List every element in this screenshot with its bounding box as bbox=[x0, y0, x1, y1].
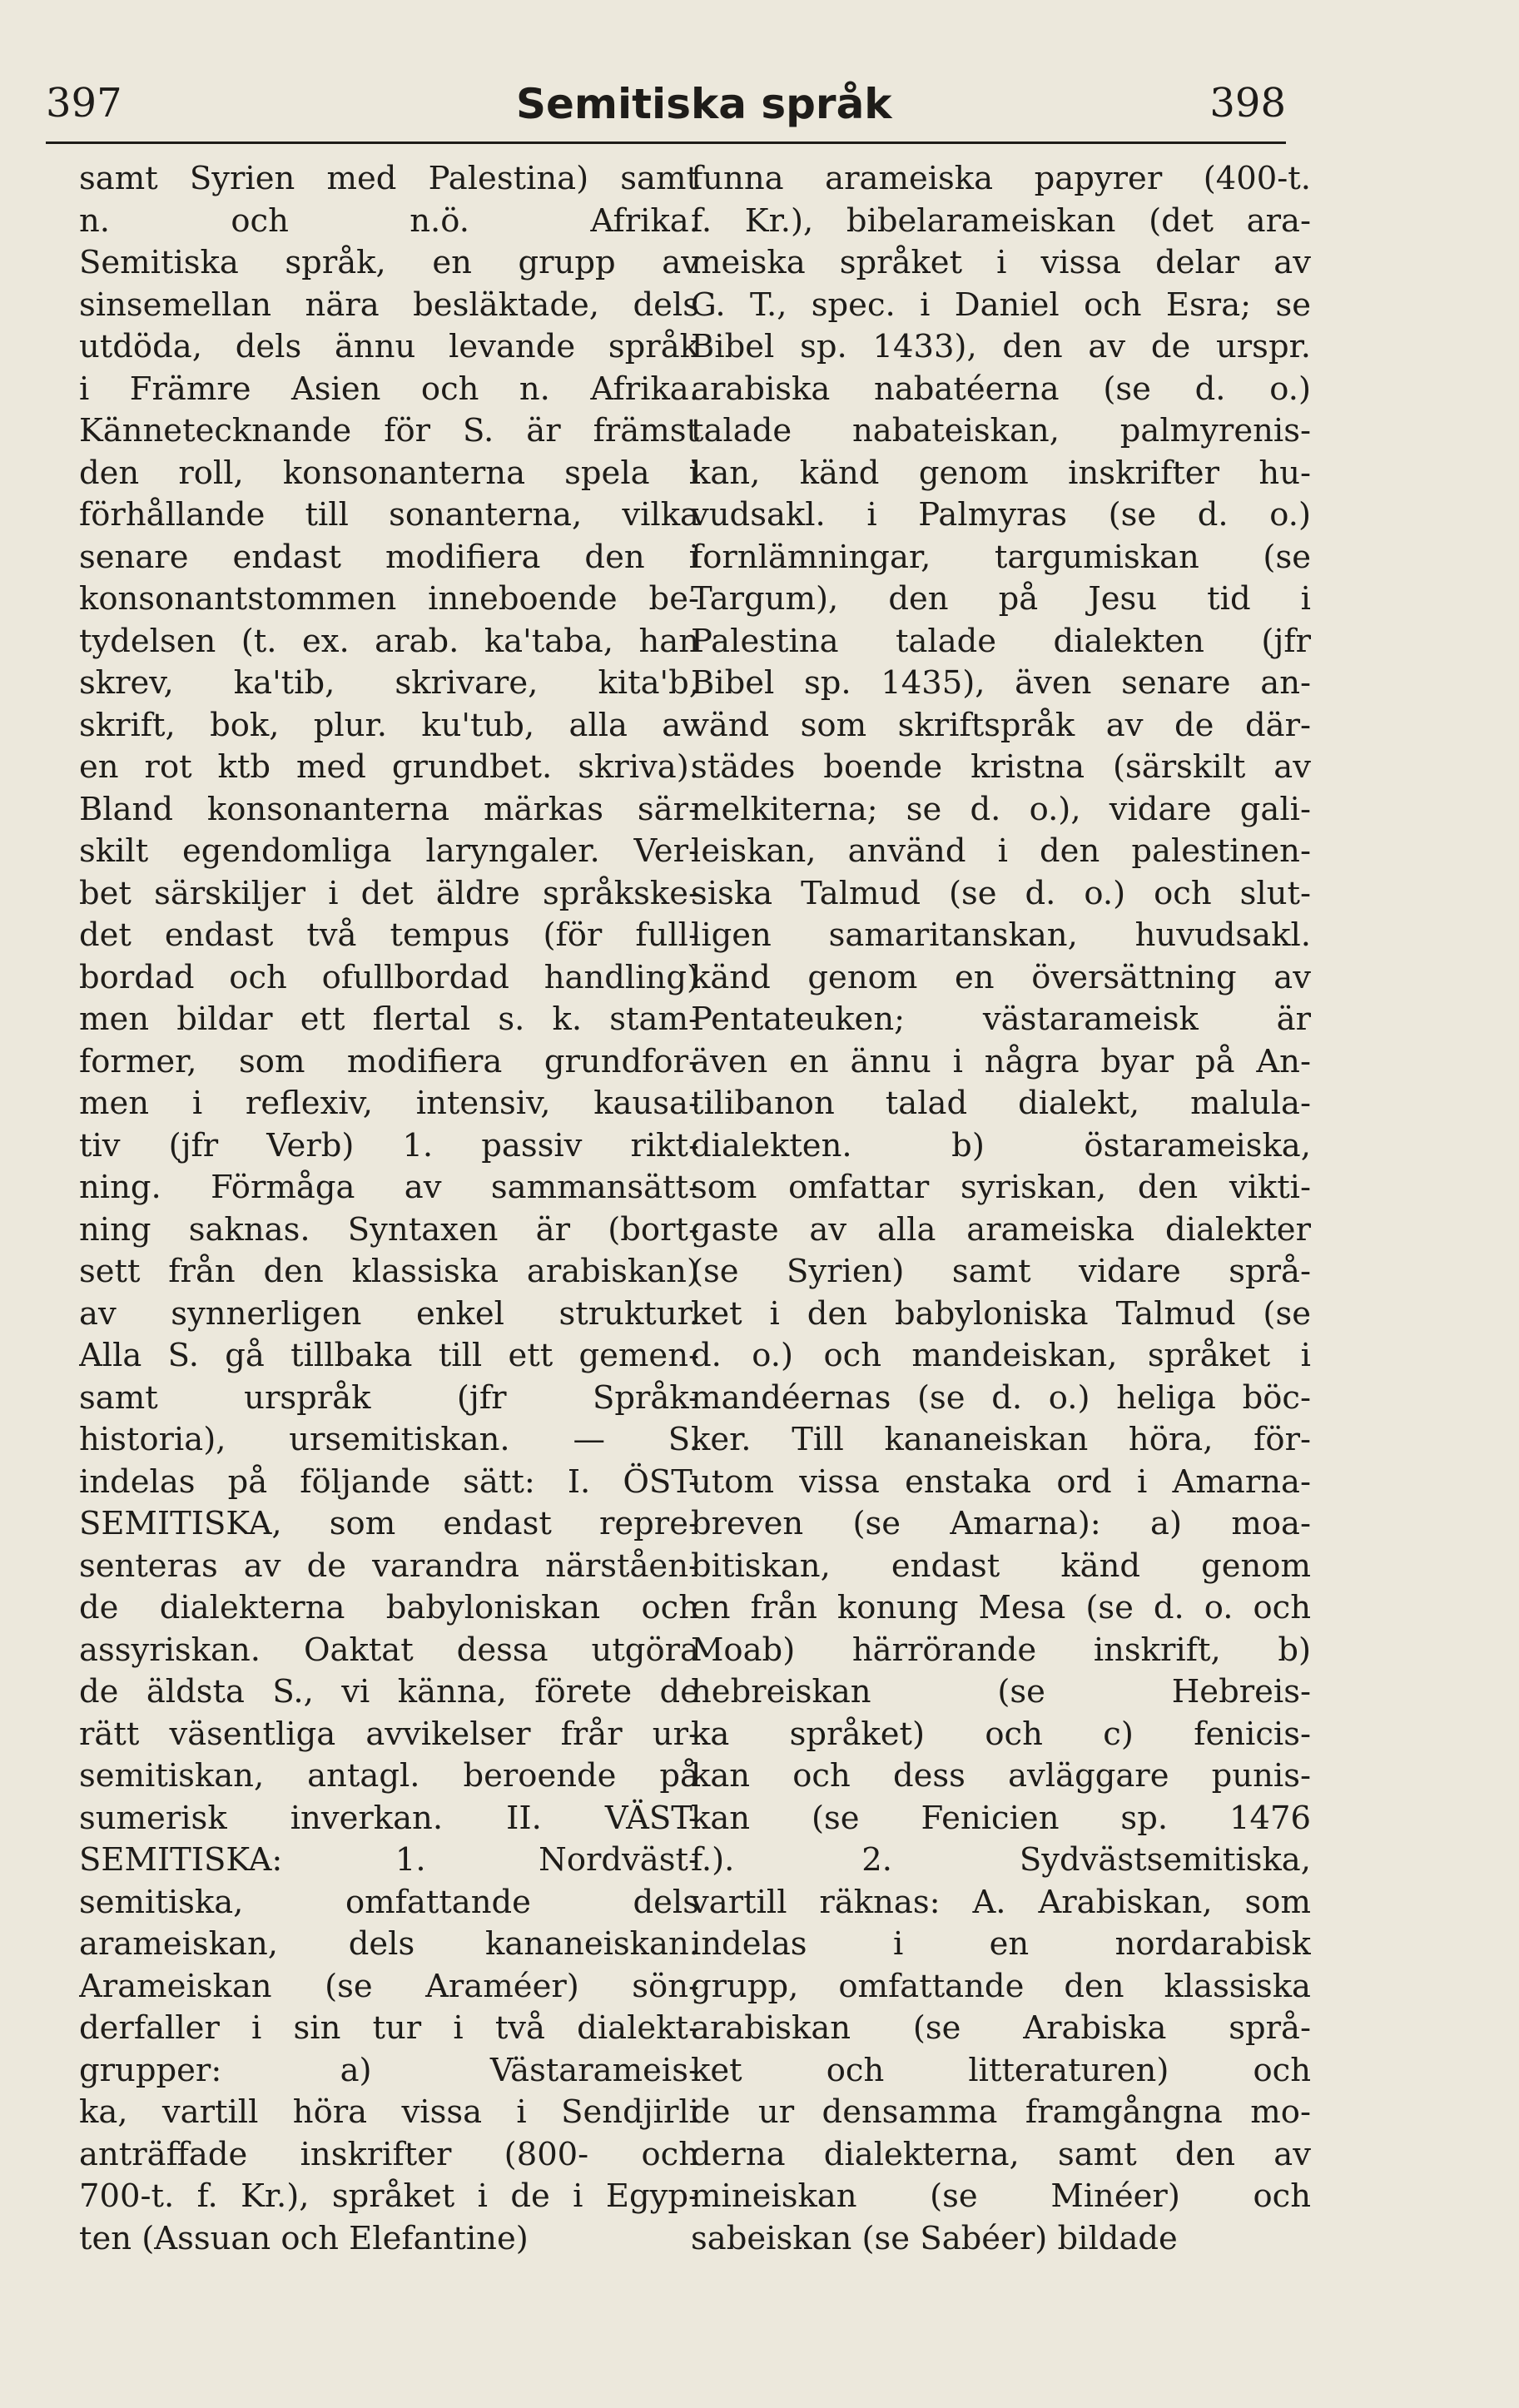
page-number-left: 397 bbox=[46, 80, 122, 127]
header-rule bbox=[46, 142, 1286, 144]
text-line: Bibel sp. 1433), den av de urspr. bbox=[691, 328, 1311, 365]
text-line: rätt väsentliga avvikelser frår ur- bbox=[79, 1715, 699, 1753]
text-line: dialekten. b) östarameiska, bbox=[691, 1126, 1311, 1164]
text-line: Kännetecknande för S. är främst bbox=[79, 412, 699, 449]
text-line: Bland konsonanterna märkas sär- bbox=[79, 790, 699, 828]
text-line: indelas på följande sätt: I. ÖST- bbox=[79, 1462, 699, 1501]
text-line: ket i den babyloniska Talmud (se bbox=[691, 1294, 1311, 1333]
text-line: leiskan, använd i den palestinen- bbox=[691, 832, 1311, 870]
text-line: Palestina talade dialekten (jfr bbox=[691, 622, 1311, 660]
text-line: 700-t. f. Kr.), språket i de i Egyp- bbox=[79, 2177, 699, 2215]
text-line: mandéernas (se d. o.) heliga böc- bbox=[691, 1378, 1311, 1417]
text-line: vudsakl. i Palmyras (se d. o.) bbox=[691, 496, 1311, 534]
text-line: en från konung Mesa (se d. o. och bbox=[691, 1589, 1311, 1626]
text-line: anträffade inskrifter (800- och bbox=[79, 2135, 699, 2173]
text-line: i Främre Asien och n. Afrika. bbox=[79, 370, 699, 408]
text-line: indelas i en nordarabisk bbox=[691, 1925, 1311, 1963]
text-line: ket och litteraturen) och bbox=[691, 2051, 1311, 2089]
text-line: derna dialekterna, samt den av bbox=[691, 2135, 1311, 2173]
text-line: SEMITISKA, som endast repre- bbox=[79, 1505, 699, 1542]
text-line: ning. Förmåga av sammansätt- bbox=[79, 1169, 699, 1206]
text-line: tydelsen (t. ex. arab. ka'taba, han bbox=[79, 622, 699, 660]
text-line: samt Syrien med Palestina) samt bbox=[79, 160, 699, 197]
text-line: vänd som skriftspråk av de där- bbox=[691, 706, 1311, 744]
text-line: semitiskan, antagl. beroende på bbox=[79, 1757, 699, 1795]
text-line: sinsemellan nära besläktade, dels bbox=[79, 285, 699, 324]
text-line: sumerisk inverkan. II. VÄST- bbox=[79, 1799, 699, 1837]
text-line: grupper: a) Västarameis- bbox=[79, 2051, 699, 2089]
text-line: men bildar ett flertal s. k. stam- bbox=[79, 1000, 699, 1038]
text-line: n. och n.ö. Afrika. bbox=[79, 201, 699, 240]
text-line: hebreiskan (se Hebreis- bbox=[691, 1673, 1311, 1710]
text-line: samt urspråk (jfr Språk- bbox=[79, 1378, 699, 1417]
text-line: Semitiska språk, en grupp av bbox=[79, 244, 699, 281]
text-line: tiv (jfr Verb) 1. passiv rikt- bbox=[79, 1126, 699, 1164]
text-line: även en ännu i några byar på An- bbox=[691, 1042, 1311, 1080]
text-line: de äldsta S., vi känna, förete de bbox=[79, 1673, 699, 1710]
text-line: assyriskan. Oaktat dessa utgöra bbox=[79, 1631, 699, 1669]
text-line: arabiskan (se Arabiska språ- bbox=[691, 2009, 1311, 2047]
text-line: städes boende kristna (särskilt av bbox=[691, 748, 1311, 786]
text-line: den roll, konsonanterna spela i bbox=[79, 454, 699, 492]
text-line: Bibel sp. 1435), även senare an- bbox=[691, 664, 1311, 702]
text-line: sabeiskan (se Sabéer) bildade bbox=[691, 2219, 1178, 2257]
text-line: f.). 2. Sydvästsemitiska, bbox=[691, 1841, 1311, 1879]
text-line: senteras av de varandra närståen- bbox=[79, 1547, 699, 1585]
text-line: Targum), den på Jesu tid i bbox=[691, 580, 1311, 618]
text-line: sett från den klassiska arabiskan) bbox=[79, 1253, 699, 1290]
text-line: de ur densamma framgångna mo- bbox=[691, 2093, 1311, 2131]
text-line: skrift, bok, plur. ku'tub, alla av bbox=[79, 706, 699, 744]
text-line: fornlämningar, targumiskan (se bbox=[691, 538, 1311, 576]
text-line: som omfattar syriskan, den vikti- bbox=[691, 1169, 1311, 1206]
text-line: skrev, ka'tib, skrivare, kita'b, bbox=[79, 664, 699, 702]
text-line: vartill räknas: A. Arabiskan, som bbox=[691, 1883, 1311, 1921]
text-line: breven (se Amarna): a) moa- bbox=[691, 1505, 1311, 1542]
text-line: melkiterna; se d. o.), vidare gali- bbox=[691, 790, 1311, 828]
text-line: av synnerligen enkel struktur. bbox=[79, 1294, 699, 1333]
text-line: grupp, omfattande den klassiska bbox=[691, 1967, 1311, 2005]
text-line: mineiskan (se Minéer) och bbox=[691, 2177, 1311, 2215]
text-line: utdöda, dels ännu levande språk bbox=[79, 328, 699, 365]
text-line: tilibanon talad dialekt, malula- bbox=[691, 1085, 1311, 1122]
text-line: ker. Till kananeiskan höra, för- bbox=[691, 1421, 1311, 1458]
text-line: Moab) härrörande inskrift, b) bbox=[691, 1631, 1311, 1669]
text-line: talade nabateiskan, palmyrenis- bbox=[691, 412, 1311, 449]
text-line: ten (Assuan och Elefantine) bbox=[79, 2219, 529, 2257]
text-line: former, som modifiera grundfor- bbox=[79, 1042, 699, 1080]
text-line: skilt egendomliga laryngaler. Ver- bbox=[79, 832, 699, 870]
text-line: arameiskan, dels kananeiskan. bbox=[79, 1925, 699, 1963]
text-line: (se Syrien) samt vidare språ- bbox=[691, 1253, 1311, 1290]
text-line: bordad och ofullbordad handling) bbox=[79, 958, 699, 996]
left-column bbox=[79, 158, 699, 2260]
text-line: utom vissa enstaka ord i Amarna- bbox=[691, 1462, 1311, 1501]
text-line: G. T., spec. i Daniel och Esra; se bbox=[691, 285, 1311, 324]
text-line: semitiska, omfattande dels bbox=[79, 1883, 699, 1921]
text-line: kan och dess avläggare punis- bbox=[691, 1757, 1311, 1795]
text-line: ning saknas. Syntaxen är (bort- bbox=[79, 1210, 699, 1249]
text-line: meiska språket i vissa delar av bbox=[691, 244, 1311, 281]
text-line: känd genom en översättning av bbox=[691, 958, 1311, 996]
text-line: kan (se Fenicien sp. 1476 bbox=[691, 1799, 1311, 1837]
text-line: gaste av alla arameiska dialekter bbox=[691, 1210, 1311, 1249]
text-line: konsonantstommen inneboende be- bbox=[79, 580, 699, 618]
text-line: men i reflexiv, intensiv, kausa- bbox=[79, 1085, 699, 1122]
text-line: det endast två tempus (för full- bbox=[79, 916, 699, 954]
text-line: siska Talmud (se d. o.) och slut- bbox=[691, 874, 1311, 912]
running-title: Semitiska språk bbox=[516, 80, 892, 128]
text-line: funna arameiska papyrer (400-t. bbox=[691, 160, 1311, 197]
text-line: ligen samaritanskan, huvudsakl. bbox=[691, 916, 1311, 954]
text-line: förhållande till sonanterna, vilka bbox=[79, 496, 699, 534]
text-line: f. Kr.), bibelarameiskan (det ara- bbox=[691, 201, 1311, 240]
text-line: en rot ktb med grundbet. skriva). bbox=[79, 748, 699, 786]
text-line: Pentateuken; västarameisk är bbox=[691, 1000, 1311, 1038]
text-line: SEMITISKA: 1. Nordväst- bbox=[79, 1841, 699, 1879]
text-line: bet särskiljer i det äldre språkske- bbox=[79, 874, 699, 912]
text-line: derfaller i sin tur i två dialekt- bbox=[79, 2009, 699, 2047]
text-line: Arameiskan (se Araméer) sön- bbox=[79, 1967, 699, 2005]
text-line: arabiska nabatéerna (se d. o.) bbox=[691, 370, 1311, 408]
text-line: historia), ursemitiskan. — S. bbox=[79, 1421, 699, 1458]
text-line: kan, känd genom inskrifter hu- bbox=[691, 454, 1311, 492]
text-line: ka språket) och c) fenicis- bbox=[691, 1715, 1311, 1753]
text-line: de dialekterna babyloniskan och bbox=[79, 1589, 699, 1626]
right-column bbox=[691, 158, 1311, 2260]
text-line: Alla S. gå tillbaka till ett gemen- bbox=[79, 1337, 699, 1374]
text-line: ka, vartill höra vissa i Sendjirli bbox=[79, 2093, 699, 2131]
text-line: senare endast modifiera den i bbox=[79, 538, 699, 576]
text-line: d. o.) och mandeiskan, språket i bbox=[691, 1337, 1311, 1374]
page-number-right: 398 bbox=[1209, 80, 1286, 127]
text-line: bitiskan, endast känd genom bbox=[691, 1547, 1311, 1585]
